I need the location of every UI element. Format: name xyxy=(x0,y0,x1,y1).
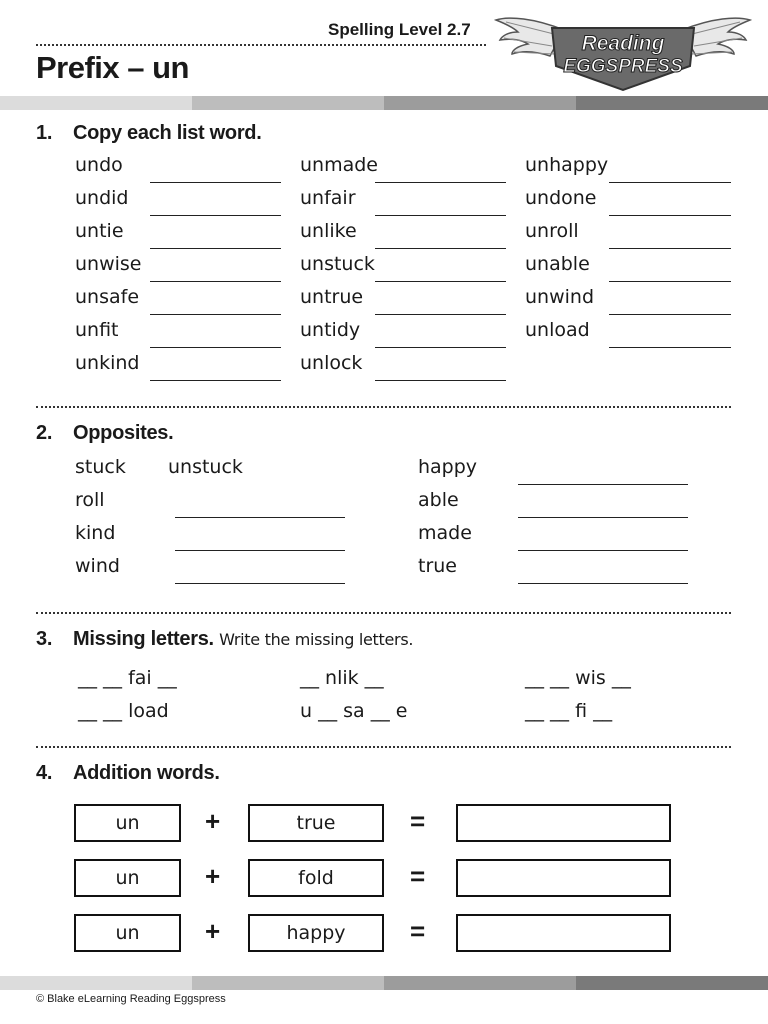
copy-answer-line[interactable] xyxy=(375,182,506,183)
separator-3 xyxy=(36,746,731,748)
logo-text-eggspress: EGGSPRESS xyxy=(563,56,683,77)
copy-answer-line[interactable] xyxy=(150,248,281,249)
opposite-answer-line[interactable] xyxy=(518,517,688,518)
list-word: unkind xyxy=(75,352,140,374)
copy-answer-line[interactable] xyxy=(609,215,731,216)
opposite-example-word: stuck xyxy=(75,456,126,478)
equals-sign: = xyxy=(410,861,426,891)
copy-answer-line[interactable] xyxy=(150,182,281,183)
section1-title: Copy each list word. xyxy=(73,122,262,144)
list-word: untidy xyxy=(300,319,361,341)
header-color-bar xyxy=(0,96,768,110)
opposite-answer-line[interactable] xyxy=(175,583,345,584)
opposite-word: wind xyxy=(75,555,120,577)
list-word: untrue xyxy=(300,286,364,308)
section1-heading xyxy=(36,122,261,145)
list-word: undone xyxy=(525,187,597,209)
section3-heading xyxy=(36,628,413,651)
plus-sign: + xyxy=(205,916,221,946)
missing-letters-item[interactable]: __ __ load xyxy=(78,700,169,722)
opposite-word: roll xyxy=(75,489,105,511)
base-word-box: fold xyxy=(248,859,384,897)
opposite-word: made xyxy=(418,522,472,544)
section1-number: 1. xyxy=(36,122,53,144)
missing-letters-item[interactable]: __ __ wis __ xyxy=(525,667,631,689)
base-word-box: happy xyxy=(248,914,384,952)
opposite-word: kind xyxy=(75,522,116,544)
header-dotted-line xyxy=(36,44,486,46)
copy-answer-line[interactable] xyxy=(150,347,281,348)
copy-answer-line[interactable] xyxy=(150,314,281,315)
missing-letters-item[interactable]: u __ sa __ e xyxy=(300,700,408,722)
list-word: unroll xyxy=(525,220,579,242)
opposite-answer-line[interactable] xyxy=(175,517,345,518)
list-word: unfit xyxy=(75,319,119,341)
plus-sign: + xyxy=(205,806,221,836)
copy-answer-line[interactable] xyxy=(375,380,506,381)
list-word: untie xyxy=(75,220,124,242)
prefix-box: un xyxy=(74,914,181,952)
separator-2 xyxy=(36,612,731,614)
list-word: unwind xyxy=(525,286,595,308)
missing-letters-item[interactable]: __ __ fai __ xyxy=(78,667,177,689)
section4-title: Addition words. xyxy=(73,762,220,784)
copy-answer-line[interactable] xyxy=(609,281,731,282)
list-word: unlike xyxy=(300,220,357,242)
section2-number: 2. xyxy=(36,422,53,444)
list-word: unhappy xyxy=(525,154,609,176)
copy-answer-line[interactable] xyxy=(375,248,506,249)
list-word: unable xyxy=(525,253,590,275)
list-word: unlock xyxy=(300,352,363,374)
opposite-word: happy xyxy=(418,456,478,478)
page-title: Prefix – un xyxy=(36,50,189,85)
list-word: unsafe xyxy=(75,286,140,308)
copy-answer-line[interactable] xyxy=(609,314,731,315)
opposite-answer-line[interactable] xyxy=(175,550,345,551)
list-word: undid xyxy=(75,187,129,209)
section3-subtitle: Write the missing letters. xyxy=(219,630,414,649)
list-word: unmade xyxy=(300,154,378,176)
opposite-word: able xyxy=(418,489,459,511)
opposite-word: true xyxy=(418,555,457,577)
logo-text-reading: Reading xyxy=(581,32,665,55)
copy-answer-line[interactable] xyxy=(375,281,506,282)
answer-box[interactable] xyxy=(456,804,671,842)
spelling-level: Spelling Level 2.7 xyxy=(328,20,471,39)
section2-heading xyxy=(36,422,173,445)
equals-sign: = xyxy=(410,916,426,946)
section3-number: 3. xyxy=(36,628,53,650)
footer-color-bar xyxy=(0,976,768,990)
opposite-answer-line[interactable] xyxy=(518,484,688,485)
list-word: unwise xyxy=(75,253,142,275)
prefix-box: un xyxy=(74,804,181,842)
list-word: unstuck xyxy=(300,253,375,275)
copy-answer-line[interactable] xyxy=(150,380,281,381)
plus-sign: + xyxy=(205,861,221,891)
section4-number: 4. xyxy=(36,762,53,784)
reading-eggspress-logo xyxy=(494,10,752,92)
opposite-answer-line[interactable] xyxy=(518,583,688,584)
opposite-example-answer: unstuck xyxy=(168,456,243,478)
section2-title: Opposites. xyxy=(73,422,174,444)
copy-answer-line[interactable] xyxy=(609,182,731,183)
copy-answer-line[interactable] xyxy=(375,314,506,315)
copy-answer-line[interactable] xyxy=(609,248,731,249)
prefix-box: un xyxy=(74,859,181,897)
copy-answer-line[interactable] xyxy=(375,347,506,348)
separator-1 xyxy=(36,406,731,408)
answer-box[interactable] xyxy=(456,914,671,952)
section3-title: Missing letters. xyxy=(73,628,214,650)
base-word-box: true xyxy=(248,804,384,842)
section4-heading xyxy=(36,762,220,785)
missing-letters-item[interactable]: __ __ fi __ xyxy=(525,700,613,722)
copyright-footer: © Blake eLearning Reading Eggspress xyxy=(36,993,226,1005)
answer-box[interactable] xyxy=(456,859,671,897)
list-word: undo xyxy=(75,154,123,176)
copy-answer-line[interactable] xyxy=(150,215,281,216)
copy-answer-line[interactable] xyxy=(609,347,731,348)
missing-letters-item[interactable]: __ nlik __ xyxy=(300,667,384,689)
copy-answer-line[interactable] xyxy=(375,215,506,216)
copy-answer-line[interactable] xyxy=(150,281,281,282)
equals-sign: = xyxy=(410,806,426,836)
list-word: unload xyxy=(525,319,590,341)
list-word: unfair xyxy=(300,187,356,209)
opposite-answer-line[interactable] xyxy=(518,550,688,551)
